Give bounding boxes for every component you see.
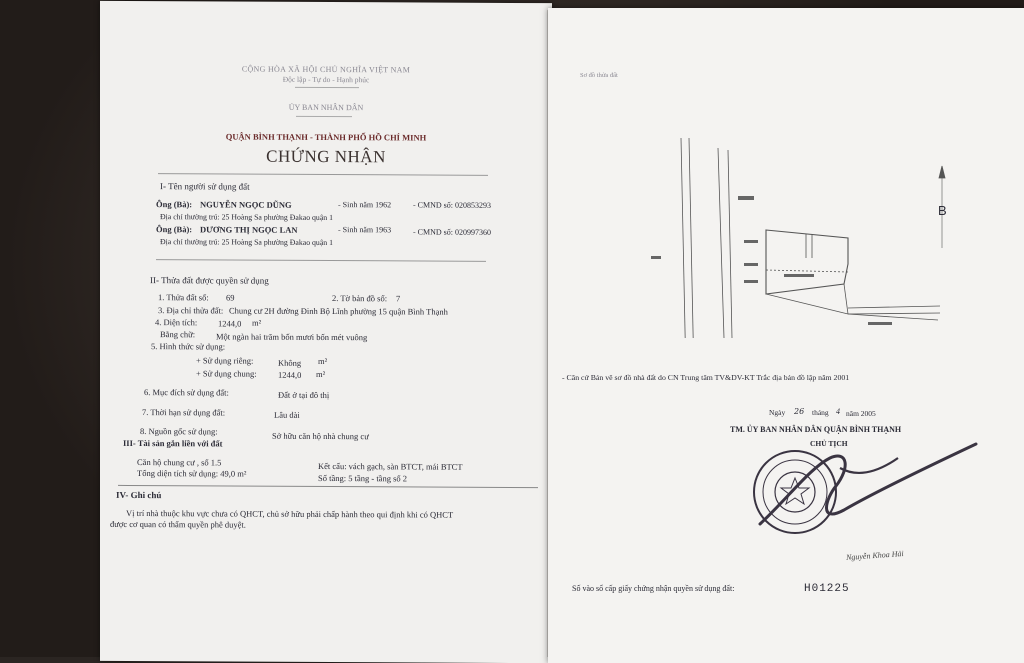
- label-block: [744, 280, 758, 283]
- signer-organization: TM. ỦY BAN NHÂN DÂN QUẬN BÌNH THẠNH: [730, 425, 902, 434]
- section3-heading: III- Tài sản gắn liền với đất: [123, 437, 223, 449]
- map-sheet-label: 2. Tờ bản đồ số:: [332, 293, 388, 304]
- private-use-unit: m²: [318, 355, 328, 367]
- district-label: QUẬN BÌNH THẠNH - THÀNH PHỐ HỒ CHÍ MINH: [225, 131, 427, 143]
- usage-form-label: 5. Hình thức sử dụng:: [151, 341, 226, 352]
- note-line-1: Vị trí nhà thuộc khu vực chưa có QHCT, chủ sở hữu phải chấp hành theo qui định khi có QHCT: [126, 507, 454, 520]
- area-value: 1244,0: [218, 318, 242, 329]
- parcel-diagram: [548, 8, 1024, 338]
- official-seal-inner: [763, 460, 827, 524]
- compass-arrow-icon: [939, 166, 945, 178]
- parcel-address-label: 3. Địa chỉ thửa đất:: [158, 305, 224, 316]
- building-inner-line: [766, 270, 848, 272]
- committee-underline: [296, 116, 352, 117]
- registry-label: Số vào sổ cấp giấy chứng nhận quyền sử dụng đất:: [572, 584, 735, 593]
- owner1-name: NGUYỄN NGỌC DŨNG: [200, 199, 292, 210]
- diagram-caption: Sơ đồ thửa đất: [580, 72, 618, 79]
- section3-divider: [118, 485, 538, 488]
- date-day: 26: [794, 407, 805, 416]
- document-title: CHỨNG NHẬN: [266, 146, 386, 167]
- area-words-label: Bằng chữ:: [160, 329, 196, 340]
- committee-label: ỦY BAN NHÂN DÂN: [288, 102, 364, 113]
- owner2-name: DƯƠNG THỊ NGỌC LAN: [200, 224, 298, 235]
- origin-value: Sở hữu căn hộ nhà chung cư: [272, 430, 369, 442]
- term-value: Lâu dài: [274, 409, 300, 420]
- owner1-address: Địa chỉ thường trú: 25 Hoàng Sa phường Đakao quận 1: [160, 212, 334, 223]
- section2-heading: II- Thửa đất được quyền sử dụng: [150, 275, 269, 286]
- map-sheet-value: 7: [396, 293, 401, 304]
- motto-underline: [295, 87, 359, 88]
- road-left-edge-line-2: [689, 138, 694, 338]
- label-block: [744, 263, 758, 266]
- road-left-edge-line: [681, 138, 686, 338]
- date-month: 4: [836, 407, 840, 416]
- date-prefix: Ngày: [769, 408, 786, 417]
- date-year: năm 2005: [846, 409, 876, 418]
- purpose-label: 6. Mục đích sử dụng đất:: [144, 387, 229, 398]
- area-words-value: Một ngàn hai trăm bốn mươi bốn mét vuông: [216, 331, 368, 343]
- shared-use-unit: m²: [316, 368, 326, 379]
- signature-stroke-2: [840, 458, 898, 473]
- label-block: [784, 274, 814, 277]
- floor-count: Số tầng: 5 tầng - tầng số 2: [318, 472, 408, 484]
- nation-header: CỘNG HÒA XÃ HỘI CHỦ NGHĨA VIỆT NAM: [241, 64, 411, 75]
- label-block: [868, 322, 892, 325]
- area-unit: m²: [252, 317, 262, 328]
- alley-line: [848, 306, 940, 308]
- parcel-address-value: Chung cư 2H đường Đinh Bộ Lĩnh phường 15 quận Bình Thạnh: [229, 305, 448, 317]
- road-right-edge-line-2: [728, 150, 732, 338]
- parcel-number-label: 1. Thửa đất số:: [158, 292, 209, 303]
- term-label: 7. Thời hạn sử dụng đất:: [142, 407, 226, 418]
- private-use-value: Không: [278, 357, 302, 368]
- title-divider: [158, 173, 488, 176]
- label-block: [738, 196, 754, 200]
- note-line-2: được cơ quan có thẩm quyền phê duyệt.: [110, 518, 246, 530]
- date-month-label: tháng: [812, 408, 829, 417]
- origin-label: 8. Nguồn gốc sử dụng:: [140, 426, 218, 437]
- section1-heading: I- Tên người sử dụng đất: [160, 181, 250, 192]
- usable-area: Tổng diện tích sử dụng: 49,0 m²: [137, 468, 247, 479]
- parcel-number-value: 69: [226, 292, 235, 303]
- signer-title: CHỦ TỊCH: [810, 439, 848, 448]
- section1-divider: [156, 259, 486, 262]
- shared-use-label: + Sử dụng chung:: [196, 368, 257, 379]
- area-label: 4. Diện tích:: [155, 317, 198, 328]
- stamp-and-signature: [548, 425, 1024, 628]
- registry-number: H01225: [804, 583, 850, 595]
- building-outline: [766, 230, 848, 294]
- basis-note: - Căn cứ Bản vẽ sơ đồ nhà đất do CN Trung tâm TV&DV-KT Trắc địa bản đồ lập năm 2001: [562, 373, 850, 382]
- owner2-address: Địa chỉ thường trú: 25 Hoàng Sa phường Đakao quận 1: [160, 237, 334, 248]
- certificate-left-page: [100, 1, 552, 663]
- owner2-id: - CMND số: 020997360: [413, 227, 492, 237]
- compass-letter: B: [938, 203, 947, 218]
- owner1-birth: - Sinh năm 1962: [338, 200, 392, 210]
- owner2-birth: - Sinh năm 1963: [338, 225, 392, 235]
- road-right-edge-line: [718, 148, 724, 338]
- motto: Độc lập - Tự do - Hạnh phúc: [282, 74, 370, 85]
- signer-name: Nguyễn Khoa Hải: [845, 548, 904, 563]
- label-block: [744, 240, 758, 243]
- purpose-value: Đất ở tại đô thị: [278, 389, 330, 401]
- structure: Kết cấu: vách gạch, sàn BTCT, mái BTCT: [318, 460, 463, 472]
- alley-line-2: [848, 313, 940, 314]
- parcel-right-boundary: [844, 284, 848, 314]
- owner1-prefix: Ông (Bà):: [156, 199, 193, 210]
- owner2-prefix: Ông (Bà):: [156, 224, 193, 235]
- private-use-label: + Sử dụng riêng:: [196, 355, 254, 366]
- certificate-right-page: [548, 8, 1024, 663]
- owner1-id: - CMND số: 020853293: [413, 200, 492, 210]
- label-block: [651, 256, 661, 259]
- apartment-number: Căn hộ chung cư , số 1.5: [137, 457, 222, 468]
- section4-heading: IV- Ghi chú: [116, 489, 162, 501]
- shared-use-value: 1244,0: [278, 369, 302, 380]
